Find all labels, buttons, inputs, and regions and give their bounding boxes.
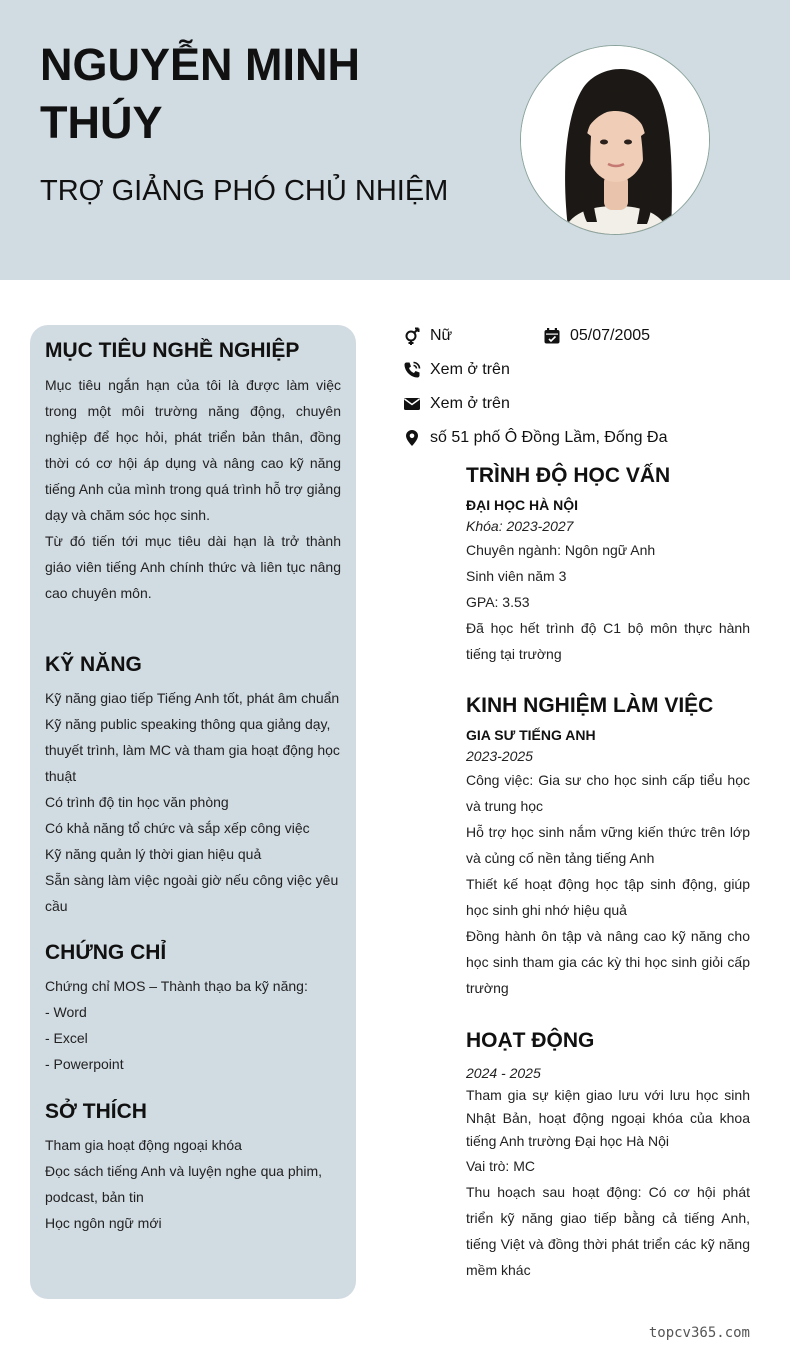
email-icon bbox=[402, 394, 422, 414]
activities-period: 2024 - 2025 bbox=[466, 1065, 541, 1081]
left-sidebar bbox=[30, 325, 356, 1299]
experience-role: GIA SƯ TIẾNG ANH bbox=[466, 727, 596, 743]
education-line: GPA: 3.53 bbox=[466, 594, 530, 610]
education-line: Sinh viên năm 3 bbox=[466, 568, 567, 584]
education-section bbox=[466, 463, 750, 667]
portrait-image bbox=[521, 46, 710, 235]
skills-title: KỸ NĂNG bbox=[45, 653, 142, 676]
skill-item: Có trình độ tin học văn phòng bbox=[45, 794, 229, 810]
experience-line: Đồng hành ôn tập và nâng cao kỹ năng cho học sinh tham gia các kỳ thi học sinh giỏi cấp trường bbox=[466, 928, 750, 996]
hobby-item: Học ngôn ngữ mới bbox=[45, 1215, 162, 1231]
activities-result: Thu hoạch sau hoạt động: Có cơ hội phát triển kỹ năng giao tiếp bằng cả tiếng Anh, tiếng Việt và đồng thời phát triển các kỹ năng mềm khác bbox=[466, 1184, 750, 1278]
birthday-value: 05/07/2005 bbox=[570, 327, 651, 344]
education-title: TRÌNH ĐỘ HỌC VẤN bbox=[466, 464, 671, 487]
address-value: số 51 phố Ô Đồng Lầm, Đống Đa bbox=[430, 429, 668, 446]
certificates-title: CHỨNG CHỈ bbox=[45, 941, 167, 964]
skill-item: Kỹ năng giao tiếp Tiếng Anh tốt, phát âm chuẩn bbox=[45, 690, 340, 706]
skill-item: Kỹ năng quản lý thời gian hiệu quả bbox=[45, 846, 262, 862]
email-value: Xem ở trên bbox=[430, 395, 510, 412]
candidate-name: NGUYỄN MINH THÚY bbox=[40, 39, 361, 148]
cv-header bbox=[0, 0, 790, 280]
hobby-item: Tham gia hoạt động ngoại khóa bbox=[45, 1137, 242, 1153]
certificate-item: - Excel bbox=[45, 1030, 88, 1046]
experience-line: Hỗ trợ học sinh nắm vững kiến thức trên lớp và củng cố nền tảng tiếng Anh bbox=[466, 824, 750, 866]
experience-period: 2023-2025 bbox=[466, 748, 533, 764]
address-row bbox=[402, 428, 667, 448]
gender-value: Nữ bbox=[430, 327, 453, 344]
activities-role: Vai trò: MC bbox=[466, 1158, 535, 1174]
calendar-icon bbox=[542, 326, 562, 346]
education-line: Chuyên ngành: Ngôn ngữ Anh bbox=[466, 542, 656, 558]
education-period: Khóa: 2023-2027 bbox=[466, 518, 574, 534]
certificate-item: Chứng chỉ MOS – Thành thạo ba kỹ năng: bbox=[45, 978, 308, 994]
skill-item: Có khả năng tổ chức và sắp xếp công việc bbox=[45, 820, 310, 836]
objective-paragraph: Từ đó tiến tới mục tiêu dài hạn là trở thành giáo viên tiếng Anh chính thức và liên tục nâng cao chuyên môn. bbox=[45, 533, 341, 601]
experience-section bbox=[466, 693, 750, 1001]
hobbies-section bbox=[45, 1099, 341, 1236]
certificate-item: - Word bbox=[45, 1004, 87, 1020]
experience-line: Thiết kế hoạt động học tập sinh động, giúp học sinh ghi nhớ hiệu quả bbox=[466, 876, 750, 918]
birthday-row bbox=[542, 326, 650, 346]
activities-description: Tham gia sự kiện giao lưu với lưu học sinh Nhật Bản, hoạt động ngoại khóa của khoa tiếng Anh trường Đại học Hà Nội bbox=[466, 1087, 750, 1149]
gender-icon bbox=[402, 326, 422, 346]
experience-line: Công việc: Gia sư cho học sinh cấp tiểu học và trung học bbox=[466, 772, 750, 814]
phone-icon bbox=[402, 360, 422, 380]
certificates-section bbox=[45, 940, 341, 1077]
phone-row bbox=[402, 360, 510, 380]
school-name: ĐẠI HỌC HÀ NỘI bbox=[466, 497, 578, 513]
experience-title: KINH NGHIỆM LÀM VIỆC bbox=[466, 694, 714, 717]
email-row bbox=[402, 394, 510, 414]
phone-value: Xem ở trên bbox=[430, 361, 510, 378]
activities-section bbox=[466, 1028, 750, 1283]
profile-photo bbox=[520, 45, 710, 235]
skills-section bbox=[45, 652, 341, 919]
skill-item: Sẵn sàng làm việc ngoài giờ nếu công việc yêu cầu bbox=[45, 872, 339, 914]
education-line: Đã học hết trình độ C1 bộ môn thực hành tiếng tại trường bbox=[466, 620, 750, 662]
hobbies-title: SỞ THÍCH bbox=[45, 1100, 147, 1123]
hobby-item: Đọc sách tiếng Anh và luyện nghe qua phim, podcast, bản tin bbox=[45, 1163, 323, 1205]
watermark-text: topcv365.com bbox=[648, 1325, 750, 1341]
certificate-item: - Powerpoint bbox=[45, 1056, 124, 1072]
objective-section bbox=[45, 338, 341, 606]
objective-paragraph: Mục tiêu ngắn hạn của tôi là được làm việc trong một môi trường năng động, chuyên nghiệp để học hỏi, phát triển bản thân, đồng thời có cơ hội áp dụng và nâng cao kỹ năng tiếng Anh của mình trong quá trình hỗ trợ giảng dạy và chăm sóc học sinh. bbox=[45, 377, 341, 523]
activities-title: HOẠT ĐỘNG bbox=[466, 1029, 595, 1052]
gender-row bbox=[402, 326, 452, 346]
objective-title: MỤC TIÊU NGHỀ NGHIỆP bbox=[45, 339, 300, 362]
skill-item: Kỹ năng public speaking thông qua giảng dạy, thuyết trình, làm MC và tham gia hoạt động học thuật bbox=[45, 716, 340, 784]
job-title: TRỢ GIẢNG PHÓ CHỦ NHIỆM bbox=[40, 175, 449, 207]
location-icon bbox=[402, 428, 422, 448]
